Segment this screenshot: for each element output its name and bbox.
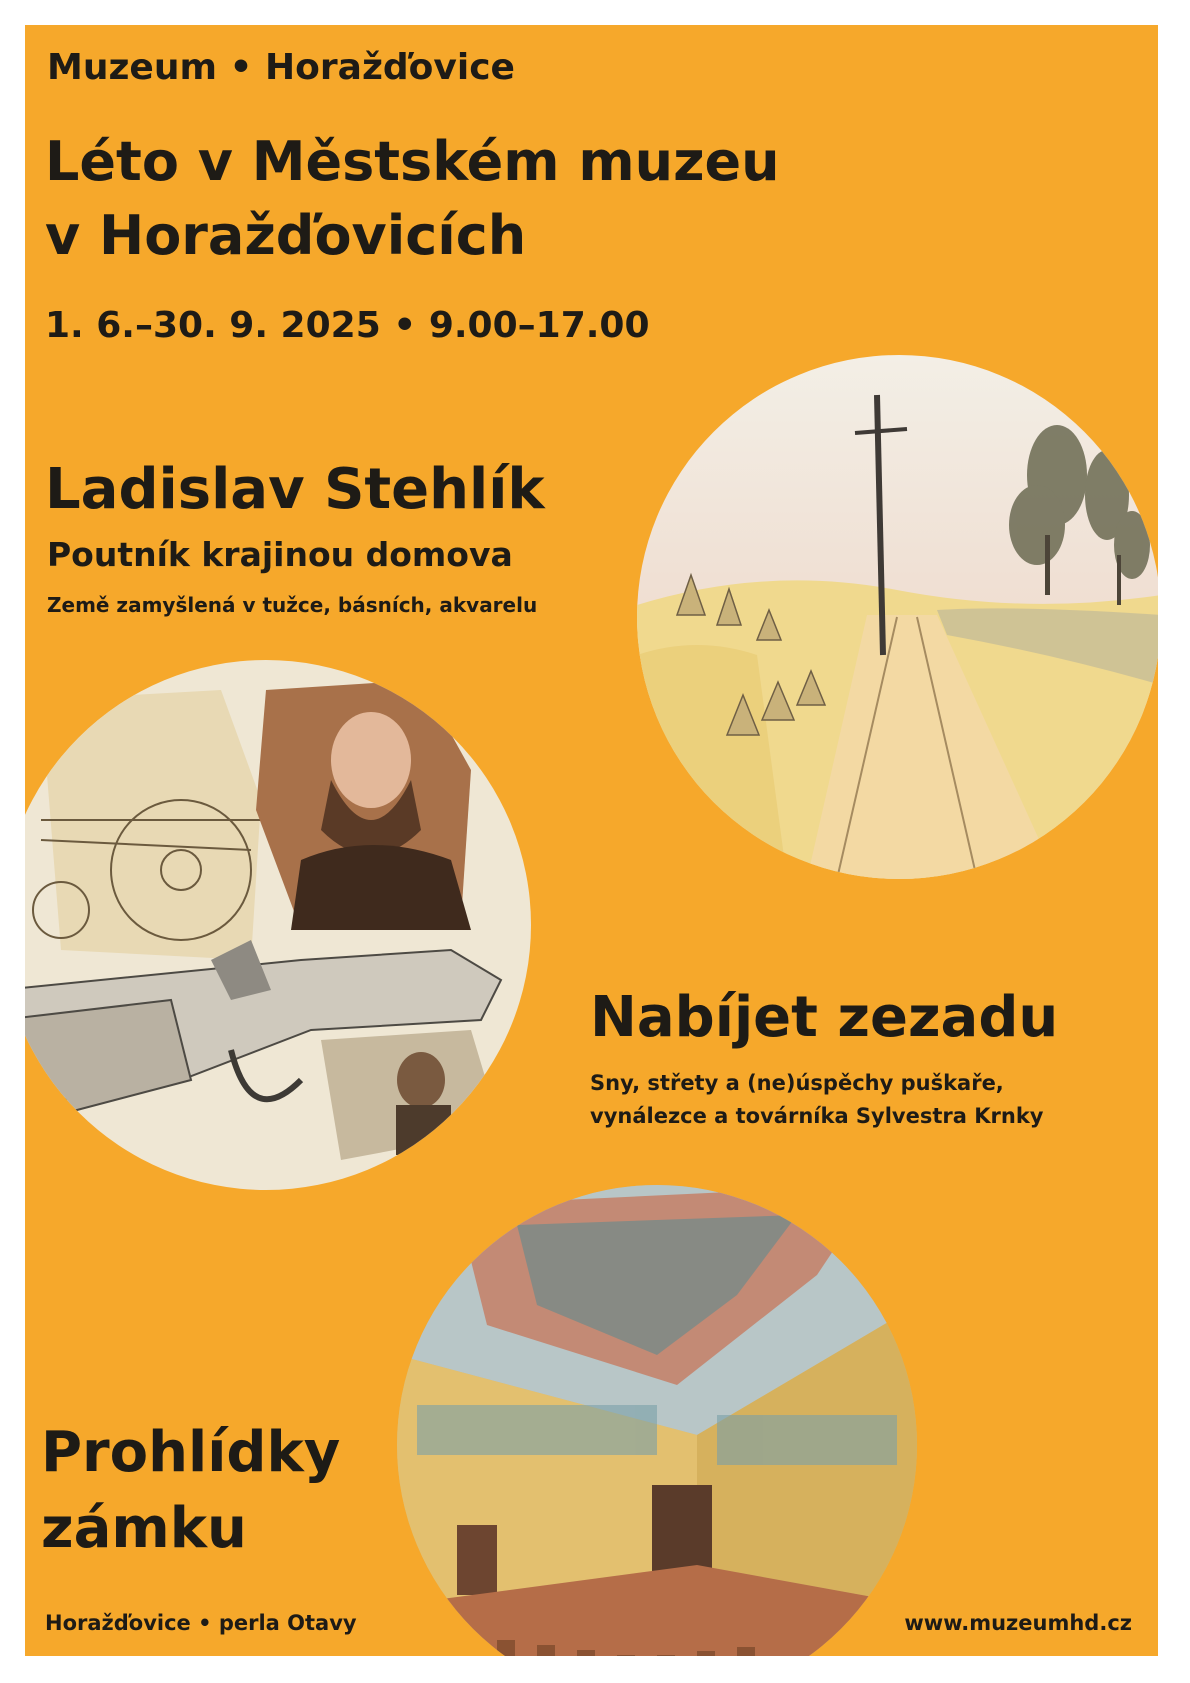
- footer-website-link[interactable]: www.muzeumhd.cz: [904, 1611, 1132, 1635]
- poster-title-line1: Léto v Městském muzeu: [45, 130, 780, 193]
- landscape-image: [637, 355, 1158, 879]
- organizer-label: Muzeum • Horažďovice: [47, 47, 515, 88]
- poster-title-line2: v Horažďovicích: [45, 204, 527, 267]
- exhibition-krnka-description-line2: vynálezce a továrníka Sylvestra Krnky: [590, 1104, 1044, 1128]
- exhibition-krnka-title: Nabíjet zezadu: [590, 985, 1059, 1050]
- exhibition-krnka-description-line1: Sny, střety a (ne)úspěchy puškaře,: [590, 1071, 1004, 1095]
- event-dates: 1. 6.–30. 9. 2025 • 9.00–17.00: [45, 305, 650, 346]
- footer-slogan: Horažďovice • perla Otavy: [45, 1611, 357, 1635]
- castle-hall-image: [397, 1185, 917, 1656]
- exhibition-krnka-description: [590, 1067, 1043, 1133]
- exhibition-castle-title-line2: zámku: [41, 1496, 247, 1561]
- poster-title: [45, 125, 780, 273]
- exhibition-castle-title: [41, 1415, 340, 1567]
- exhibition-castle-title-line1: Prohlídky: [41, 1420, 341, 1485]
- exhibition-stehlik-title: Ladislav Stehlík: [45, 457, 545, 522]
- exhibition-stehlik-subtitle: Poutník krajinou domova: [47, 535, 513, 574]
- exhibition-stehlik-description: Země zamyšlená v tužce, básních, akvarelu: [47, 593, 538, 617]
- krnka-collage-image: [25, 660, 531, 1190]
- poster: [25, 25, 1158, 1656]
